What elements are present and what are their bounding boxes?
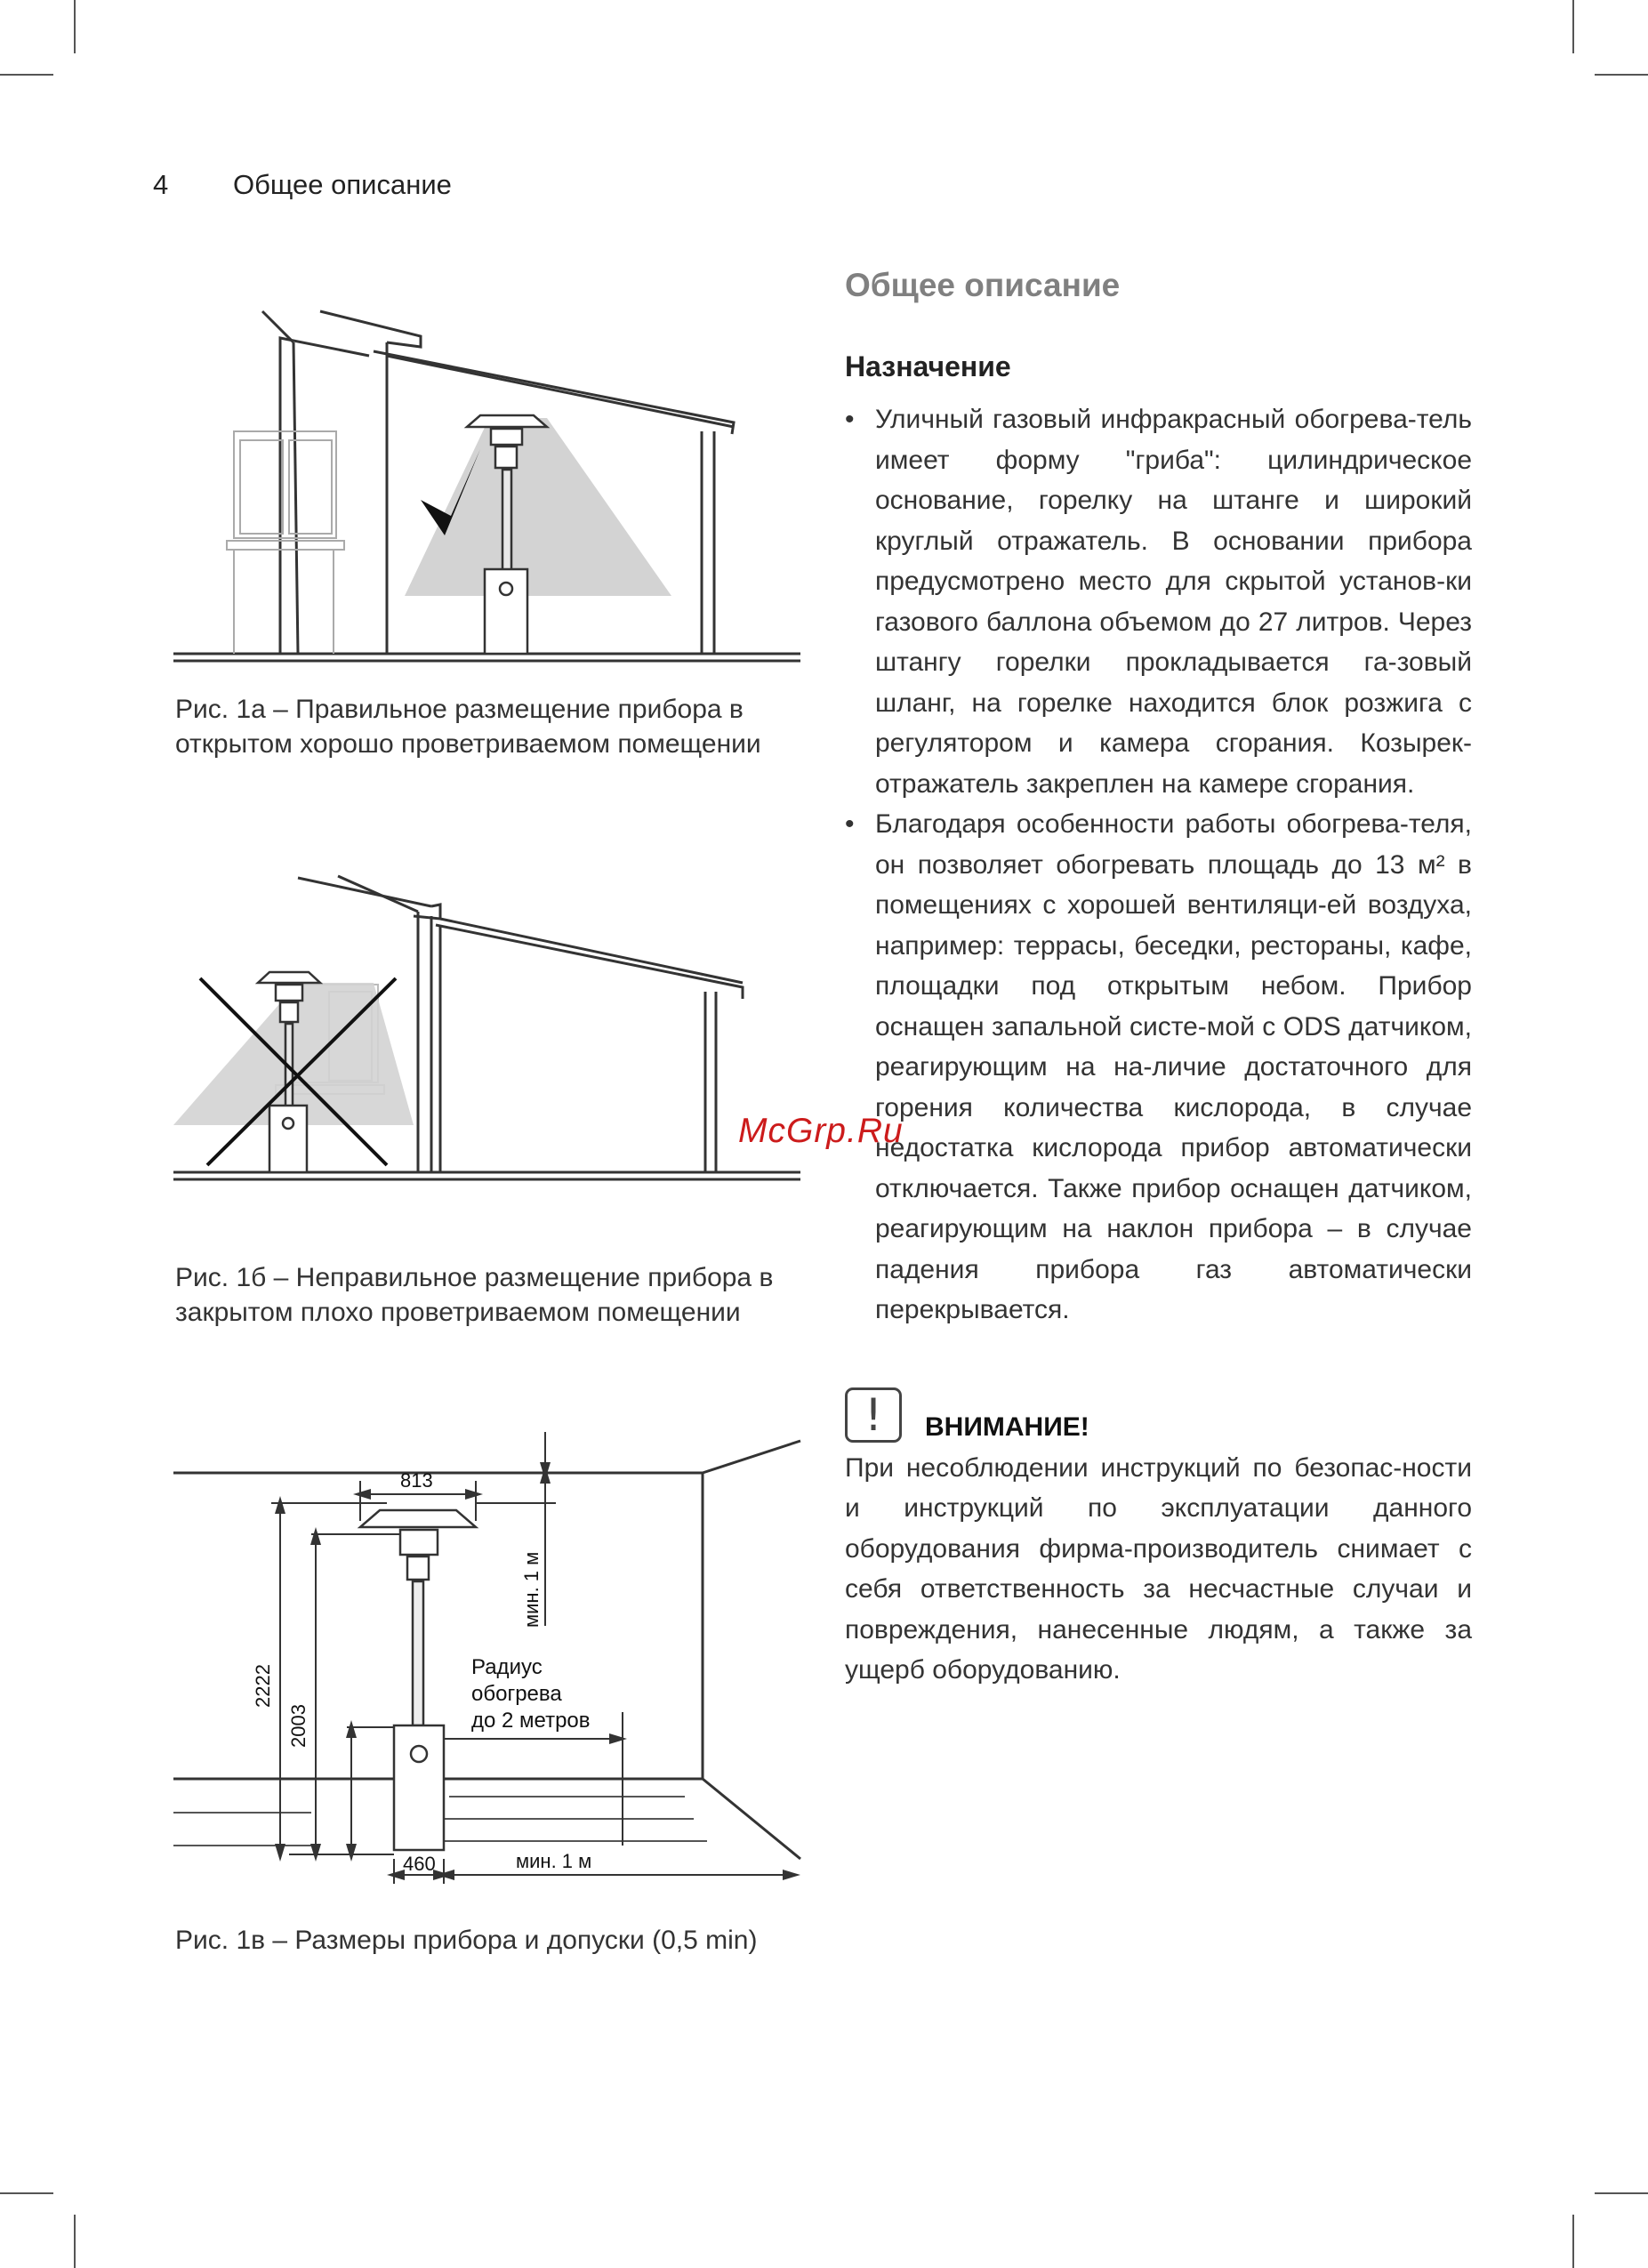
dim-width-label: 813 <box>400 1469 433 1492</box>
dim-min-side-label: мин. 1 м <box>516 1850 592 1872</box>
crop-mark <box>0 74 53 76</box>
figure-1v-caption: Рис. 1в – Размеры прибора и допуски (0,5 min) <box>175 1926 758 1955</box>
dim-height-body-label: 2003 <box>287 1704 310 1748</box>
crop-mark <box>1572 2215 1574 2268</box>
exclamation-icon: ! <box>845 1387 902 1443</box>
bullet-list <box>845 399 1472 1331</box>
warning-title: ВНИМАНИЕ! <box>925 1411 1089 1442</box>
list-item: • Уличный газовый инфракрасный обогрева-тель имеет форму "гриба": цилиндрическое основание, горелку на штанге и широкий круглый отражатель. В основании прибора предусмотрено место для скрытой установ-ки газового баллона объемом до 27 литров. Через штангу горелки прокладывается га-зовый шланг, на горелке находится блок розжига с регулятором и камера сгорания. Козырек-отражатель закреплен на камере сгорания. <box>845 399 1472 804</box>
figure-1a <box>173 302 805 667</box>
radius-label-1: Радиус <box>471 1655 543 1679</box>
subsection-title: Назначение <box>845 350 1011 382</box>
bullet-icon: • <box>845 405 855 434</box>
watermark: McGrp.Ru <box>738 1112 904 1150</box>
dim-base-label: 460 <box>403 1853 436 1875</box>
crop-mark <box>1595 2192 1648 2194</box>
figure-1a-caption: Рис. 1а – Правильное размещение прибора в открытом хорошо проветриваемом помещении <box>175 695 761 759</box>
crop-mark <box>1595 74 1648 76</box>
main-text-column <box>845 267 1472 1691</box>
figure-1v <box>173 1432 805 1886</box>
crop-mark <box>1572 0 1574 53</box>
figure-1b <box>173 867 805 1187</box>
crop-mark <box>74 2215 76 2268</box>
running-header <box>153 169 452 201</box>
radius-label-2: обогрева <box>471 1682 562 1706</box>
section-title: Общее описание <box>845 267 1121 303</box>
dim-height-total-label: 2222 <box>252 1664 274 1708</box>
radius-label-3: до 2 метров <box>471 1709 591 1733</box>
crop-mark <box>74 0 76 53</box>
header-title: Общее описание <box>233 169 452 200</box>
list-item: • Благодаря особенности работы обогрева-теля, он позволяет обогревать площадь до 13 м² в помещениях с хорошей вентиляци-ей воздуха, например: террасы, беседки, рестораны, кафе, площадки под открытым небом. Прибор оснащен запальной систе-мой с ODS датчиком, реагирующим на на-личие достаточного для горения количества кислорода, в случае недостатка кислорода прибор автоматически отключается. Также прибор оснащен датчиком, реагирующим на наклон прибора – в случае падения прибора газ автоматически перекрывается. <box>845 804 1472 1331</box>
page-number: 4 <box>153 169 169 200</box>
bullet-icon: • <box>845 809 855 839</box>
crop-mark <box>0 2192 53 2194</box>
warning-block <box>845 1387 1472 1691</box>
dim-min-top-label: мин. 1 м <box>520 1551 543 1628</box>
figure-1b-caption: Рис. 1б – Неправильное размещение прибора в закрытом плохо проветриваемом помещении <box>175 1263 774 1327</box>
warning-text: При несоблюдении инструкций по безопас-ности и инструкций по эксплуатации данного оборудования фирма-производитель снимает с себя ответственность за несчастные случаи и повреждения, нанесенные людям, а также за ущерб оборудованию. <box>845 1452 1472 1685</box>
